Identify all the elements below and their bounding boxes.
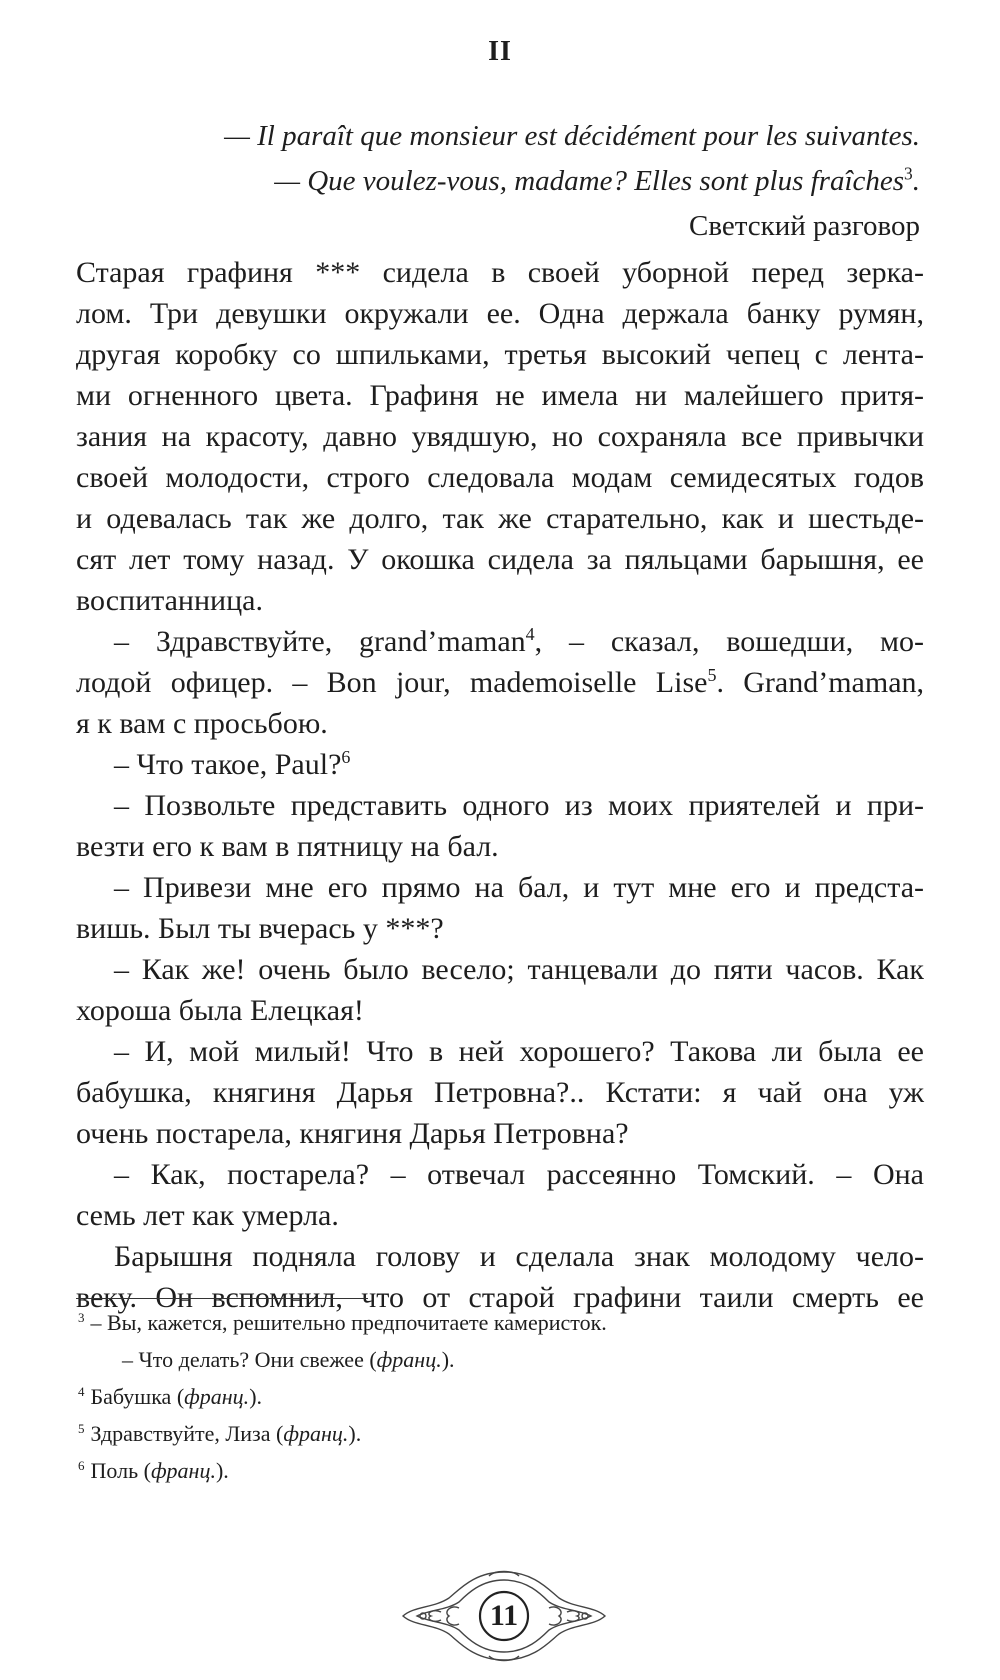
footnote-text: – Вы, кажется, решительно предпочитаете камеристок. (90, 1310, 607, 1335)
text-line: я к вам с просьбою. (76, 707, 328, 740)
text-fragment: лодой офицер. – Bon jour, mademoiselle Lise (76, 666, 708, 699)
footnote-text: ). (441, 1347, 455, 1372)
text-line: воспитанница. (76, 584, 263, 617)
chapter-number: II (488, 36, 512, 67)
footnote-ref-4[interactable]: 4 (525, 624, 535, 644)
text-line: бабушка, княгиня Дарья Петровна?.. Кстати: я чай она уж (76, 1076, 924, 1109)
footnote-5 (78, 1415, 938, 1452)
footnote-mark: 5 (78, 1420, 85, 1436)
text-line: – Как же! очень было весело; танцевали до пяти часов. Как (114, 953, 924, 986)
footnote-lang: франц. (283, 1421, 349, 1446)
text-line: очень постарела, княгиня Дарья Петровна? (76, 1117, 629, 1150)
text-line: сят лет тому назад. У окошка сидела за пяльцами барышня, ее (76, 543, 924, 576)
main-text (76, 252, 924, 1318)
footnote-divider (76, 1298, 368, 1299)
epigraph (120, 114, 920, 249)
epigraph-line-2-text: — Que voulez-vous, madame? Elles sont plus fraîches (274, 165, 905, 197)
footnote-text: – Что делать? Они свежее ( (122, 1347, 377, 1372)
footnote-6 (78, 1452, 938, 1489)
footnote-3 (78, 1304, 938, 1341)
footnote-lang: франц. (376, 1347, 442, 1372)
text-line (76, 744, 924, 785)
footnote-mark: 6 (78, 1457, 85, 1473)
text-fragment: . Grand’maman, (716, 666, 925, 699)
footnote-ref-5[interactable]: 5 (707, 665, 717, 685)
text-line: Барышня подняла голову и сделала знак молодому чело- (114, 1240, 924, 1273)
footnotes (78, 1304, 938, 1489)
footnote-text: Поль ( (90, 1458, 151, 1483)
text-line (76, 662, 924, 703)
epigraph-line-2 (120, 159, 920, 204)
text-line: веку. Он вспомнил, что от старой графини таили смерть ее (76, 1281, 924, 1314)
footnote-text: ). (249, 1384, 263, 1409)
text-fragment: – Что такое, Paul? (114, 748, 342, 781)
footnote-lang: франц. (150, 1458, 216, 1483)
text-fragment: , – сказал, вошедши, мо- (534, 625, 924, 658)
text-line: – И, мой милый! Что в ней хорошего? Такова ли была ее (114, 1035, 924, 1068)
text-line: Старая графиня *** сидела в своей уборной перед зерка- (76, 256, 924, 289)
epigraph-line-1: — Il paraît que monsieur est décidément pour les suivantes. (224, 120, 920, 152)
footnote-text: Бабушка ( (90, 1384, 185, 1409)
footnote-text: ). (348, 1421, 362, 1446)
text-line: семь лет как умерла. (76, 1199, 339, 1232)
footnote-text: ). (215, 1458, 229, 1483)
epigraph-source: Светский разговор (688, 210, 920, 242)
text-line: – Позвольте представить одного из моих приятелей и при- (114, 789, 924, 822)
footnote-mark: 4 (78, 1383, 85, 1399)
footnote-text: Здравствуйте, Лиза ( (90, 1421, 284, 1446)
text-line: везти его к вам в пятницу на бал. (76, 830, 499, 863)
text-line: лом. Три девушки окружали ее. Одна держала банку румян, (76, 297, 924, 330)
text-line: и одевалась так же долго, так же старательно, как и шестьде- (76, 502, 924, 535)
text-line: – Привези мне его прямо на бал, и тут мне его и предста- (114, 871, 924, 904)
footnote-lang: франц. (184, 1384, 250, 1409)
text-line: вишь. Был ты вчерась у ***? (76, 912, 444, 945)
text-line: зания на красоту, давно увядшую, но сохраняла все привычки (76, 420, 924, 453)
footnote-3-continued (78, 1341, 938, 1378)
text-line: другая коробку со шпильками, третья высокий чепец с лента- (76, 338, 924, 371)
footnote-4 (78, 1378, 938, 1415)
text-line: своей молодости, строго следовала модам семидесятых годов (76, 461, 924, 494)
text-line (76, 621, 924, 662)
footnote-mark: 3 (78, 1309, 85, 1325)
footnote-ref-3[interactable]: 3 (904, 163, 913, 184)
text-line: хороша была Елецкая! (76, 994, 364, 1027)
text-fragment: – Здравствуйте, grand’maman (114, 625, 526, 658)
epigraph-line-2-end: . (912, 165, 920, 197)
text-line: ми огненного цвета. Графиня не имела ни малейшего притя- (76, 379, 924, 412)
page-number: 11 (489, 1599, 519, 1632)
footnote-ref-6[interactable]: 6 (341, 747, 351, 767)
text-line: – Как, постарела? – отвечал рассеянно Томский. – Она (114, 1158, 924, 1191)
